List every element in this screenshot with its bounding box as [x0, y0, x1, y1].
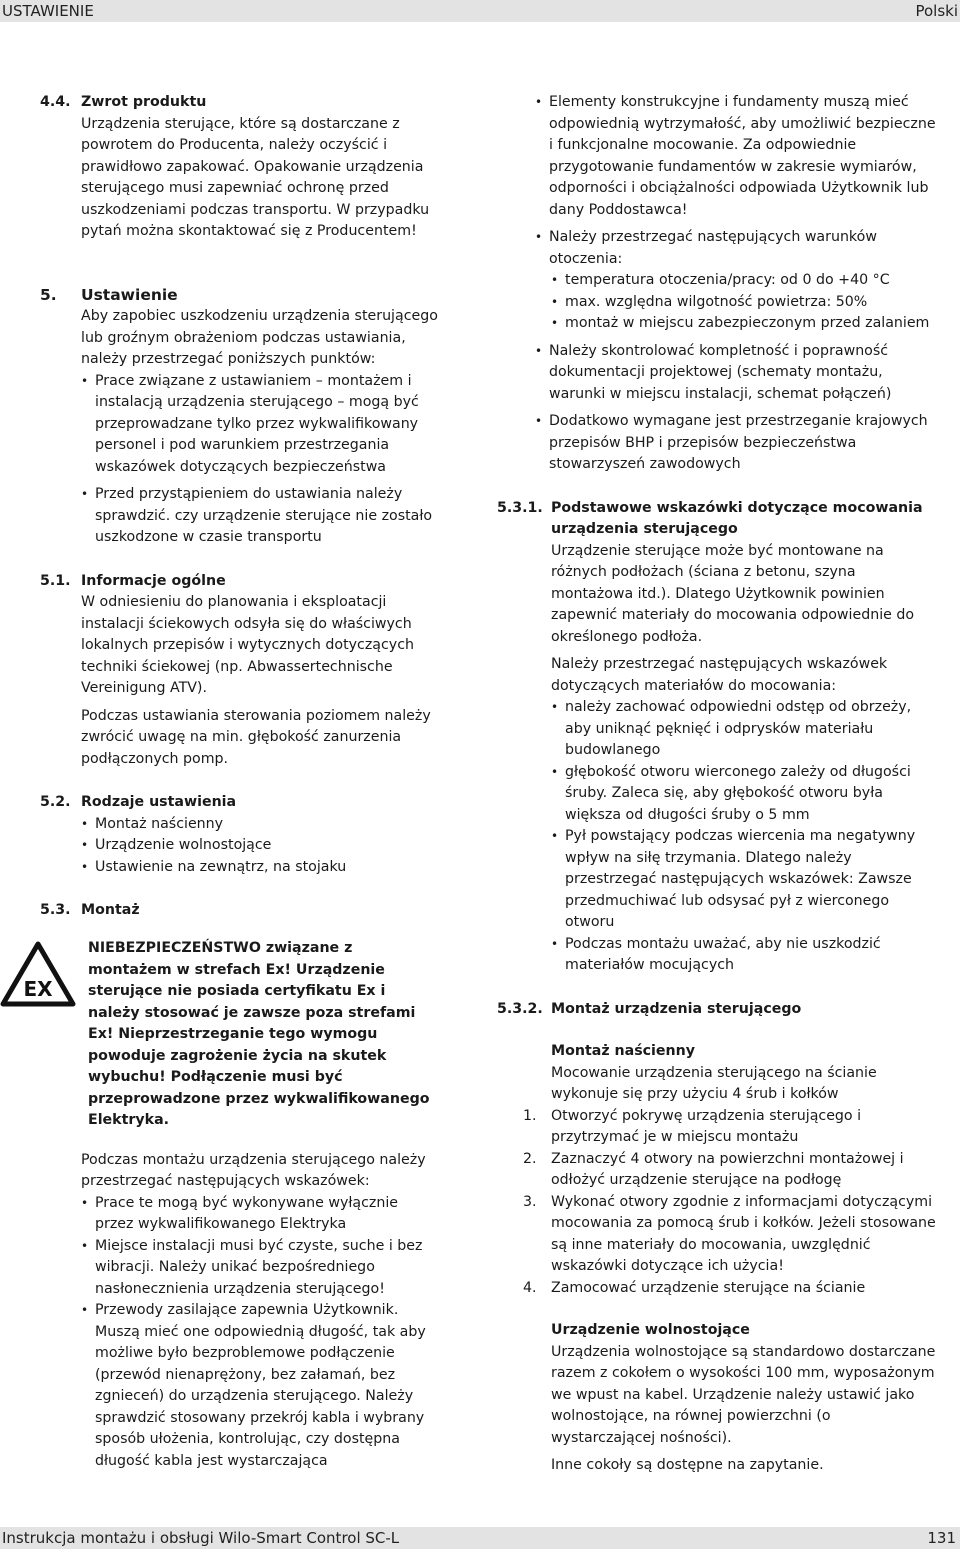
section-number: 5.	[40, 285, 57, 304]
footer-page-number: 131	[927, 1529, 956, 1547]
montage-notes	[40, 1150, 440, 1473]
list-item: • Montaż naścienny	[81, 814, 440, 836]
conditions-list	[551, 270, 937, 335]
section-number: 5.3.	[40, 902, 71, 918]
section-title: Ustawienie	[81, 285, 178, 304]
page-header	[0, 0, 960, 22]
list-item: • Ustawienie na zewnątrz, na stojaku	[81, 857, 440, 879]
list-item: • Pył powstający podczas wiercenia ma negatywny wpływ na siłę trzymania. Dlatego należy przestrzegać następujących wskazówek: Zawsze przedmuchiwać lub odsysać pył z wierconego otworu	[551, 826, 937, 934]
bullet-list	[81, 1193, 440, 1473]
footer-manual-title: Instrukcja montażu i obsługi Wilo-Smart Control SC-L	[2, 1529, 400, 1547]
section-number: 5.3.1.	[497, 499, 543, 516]
section-intro: Aby zapobiec uszkodzeniu urządzenia sterującego lub groźnym obrażeniom podczas ustawiania, należy przestrzegać poniższych punktów:	[81, 308, 438, 367]
step-text: Otworzyć pokrywę urządzenia sterującego i przytrzymać je w miejscu montażu	[551, 1107, 862, 1145]
subsection-title: Montaż naścienny	[551, 1043, 695, 1059]
step-number: 3.	[523, 1193, 537, 1210]
section-title: Informacje ogólne	[81, 572, 226, 589]
paragraph: Należy przestrzegać następujących wskazówek dotyczących materiałów do mocowania:	[551, 656, 888, 694]
paragraph: Mocowanie urządzenia sterującego na ścianie wykonuje się przy użyciu 4 śrub i kołków	[551, 1064, 877, 1102]
section-5-3	[40, 900, 440, 922]
step-item	[523, 1106, 937, 1149]
steps-list	[523, 1106, 937, 1300]
page-footer	[0, 1527, 960, 1549]
header-section: USTAWIENIE	[2, 2, 94, 20]
section-number: 5.3.2.	[497, 1000, 543, 1017]
step-item	[523, 1192, 937, 1278]
section-5-1	[40, 571, 440, 771]
step-number: 4.	[523, 1279, 537, 1296]
list-item: • należy zachować odpowiedni odstęp od obrzeży, aby uniknąć pęknięć i odprysków materiału budowlanego	[551, 697, 937, 762]
list-item: • Podczas montażu uważać, aby nie uszkodzić materiałów mocujących	[551, 934, 937, 977]
paragraph: Podczas ustawiania sterowania poziomem należy zwrócić uwagę na min. głębokość zanurzenia podłączonych pomp.	[81, 707, 431, 767]
list-item: • Dodatkowo wymagane jest przestrzeganie krajowych przepisów BHP i przepisów bezpieczeństwa stowarzyszeń zawodowych	[535, 411, 937, 476]
list-item: • głębokość otworu wierconego zależy od długości śruby. Zaleca się, aby głębokość otworu była większa od długości śruby o 5 mm	[551, 762, 937, 827]
paragraph: W odniesieniu do planowania i eksploatacji instalacji ściekowych odsyła się do właściwych lokalnych przepisów i wytycznych dotyczących techniki ściekowej (np. Abwassertechnische Vereinigung ATV).	[81, 594, 414, 696]
bullet-list	[81, 814, 440, 879]
step-text: Zaznaczyć 4 otwory na powierzchni montażowej i odłożyć urządzenie sterujące na podłogę	[551, 1150, 904, 1188]
paragraph: Urządzenia wolnostojące są standardowo dostarczane razem z cokołem o wysokości 100 mm, wyposażonym we wpust na kabel. Urządzenie należy ustawić jako wolnostojące, na równej powierzchni (o wystarczającej nośności).	[551, 1343, 936, 1446]
section-5-2	[40, 792, 440, 878]
section-title: Montaż	[81, 902, 140, 918]
left-column	[40, 92, 440, 1472]
bullet-list	[535, 341, 937, 476]
step-text: Zamocować urządzenie sterujące na ścianie	[551, 1279, 866, 1296]
section-title: Podstawowe wskazówki dotyczące mocowania urządzenia sterującego	[551, 499, 923, 537]
section-number: 5.2.	[40, 794, 71, 810]
section-title: Rodzaje ustawienia	[81, 794, 237, 810]
step-item	[523, 1149, 937, 1192]
right-column	[497, 92, 937, 1477]
list-item: • Prace związane z ustawianiem – montażem i instalacją urządzenia sterującego – mogą być przeprowadzane tylko przez wykwalifikowany personel i pod warunkiem przestrzegania wskazówek dotyczących bezpieczeństwa	[81, 371, 440, 479]
step-number: 2.	[523, 1150, 537, 1167]
section-4-4	[40, 92, 440, 243]
ex-icon-label: EX	[23, 977, 53, 1001]
list-item: • Należy przestrzegać następujących warunków otoczenia:	[535, 227, 937, 270]
section-text: Urządzenia sterujące, które są dostarczane z powrotem do Producenta, należy oczyścić i prawidłowo zapakować. Opakowanie urządzenia sterującego musi zapewniać ochronę przed uszkodzeniami podczas transportu. W przypadku pytań można skontaktować się z Producentem!	[81, 115, 430, 239]
list-item: • Urządzenie wolnostojące	[81, 835, 440, 857]
section-5-3-2	[497, 999, 937, 1477]
section-title: Montaż urządzenia sterującego	[551, 1000, 802, 1017]
bullet-list	[535, 92, 937, 270]
list-item: • temperatura otoczenia/pracy: od 0 do +40 °C	[551, 270, 937, 292]
list-item: • Przewody zasilające zapewnia Użytkownik. Muszą mieć one odpowiednią długość, tak aby możliwe było bezproblemowe podłączenie (przewód nienaprężony, bez załamań, bez zgnieceń) do urządzenia sterującego. Należy sprawdzić stosowany przekrój kabla i wybrany sposób ułożenia, kontrolując, czy dostępna długość kabla jest wystarczająca	[81, 1300, 440, 1472]
list-item: • montaż w miejscu zabezpieczonym przed zalaniem	[551, 313, 937, 335]
bullet-list	[81, 371, 440, 549]
header-language: Polski	[915, 2, 958, 20]
list-item: • Elementy konstrukcyjne i fundamenty muszą mieć odpowiednią wytrzymałość, aby umożliwić bezpieczne i funkcjonalne mocowanie. Za odpowiednie przygotowanie fundamentów w zakresie wymiarów, odporności i obciążalności odpowiada Użytkownik lub dany Poddostawca!	[535, 92, 937, 221]
list-item: • Przed przystąpieniem do ustawiania należy sprawdzić. czy urządzenie sterujące nie zostało uszkodzone w czasie transportu	[81, 484, 440, 549]
ex-warning-icon	[0, 941, 76, 1007]
bullet-list	[551, 697, 937, 977]
list-item: • Prace te mogą być wykonywane wyłącznie przez wykwalifikowanego Elektryka	[81, 1193, 440, 1236]
paragraph: Inne cokoły są dostępne na zapytanie.	[551, 1457, 824, 1473]
list-item: • Miejsce instalacji musi być czyste, suche i bez wibracji. Należy unikać bezpośredniego nasłonecznienia urządzenia sterującego!	[81, 1236, 440, 1301]
section-5	[40, 285, 440, 549]
step-text: Wykonać otwory zgodnie z informacjami dotyczącymi mocowania za pomocą śrub i kołków. Jeżeli stosowane są inne materiały do mocowania, uwzględnić wskazówki dotyczące ich użycia!	[551, 1193, 936, 1274]
section-number: 4.4.	[40, 94, 71, 110]
subsection-title: Urządzenie wolnostojące	[551, 1322, 750, 1338]
section-title: Zwrot produktu	[81, 94, 207, 110]
section-5-3-1	[497, 498, 937, 977]
step-item	[523, 1278, 937, 1300]
list-item: • max. względna wilgotność powietrza: 50%	[551, 292, 937, 314]
section-number: 5.1.	[40, 572, 71, 589]
danger-warning: NIEBEZPIECZEŃSTWO związane z montażem w strefach Ex! Urządzenie sterujące nie posiada certyfikatu Ex i należy stosować je zawsze poza strefami Ex! Nieprzestrzeganie tego wymogu powoduje zagrożenie życia na skutek wybuchu! Podłączenie musi być przeprowadzone przez wykwalifikowanego Elektryka.	[88, 940, 430, 1128]
paragraph: Podczas montażu urządzenia sterującego należy przestrzegać następujących wskazówek:	[81, 1151, 426, 1189]
montage-requirements	[497, 92, 937, 476]
list-item: • Należy skontrolować kompletność i poprawność dokumentacji projektowej (schematy montażu, warunki w miejscu instalacji, schemat połączeń)	[535, 341, 937, 406]
step-number: 1.	[523, 1107, 537, 1124]
paragraph: Urządzenie sterujące może być montowane na różnych podłożach (ściana z betonu, szyna montażowa itd.). Dlatego Użytkownik powinien zapewnić materiały do mocowania odpowiednie do określonego podłoża.	[551, 542, 915, 645]
